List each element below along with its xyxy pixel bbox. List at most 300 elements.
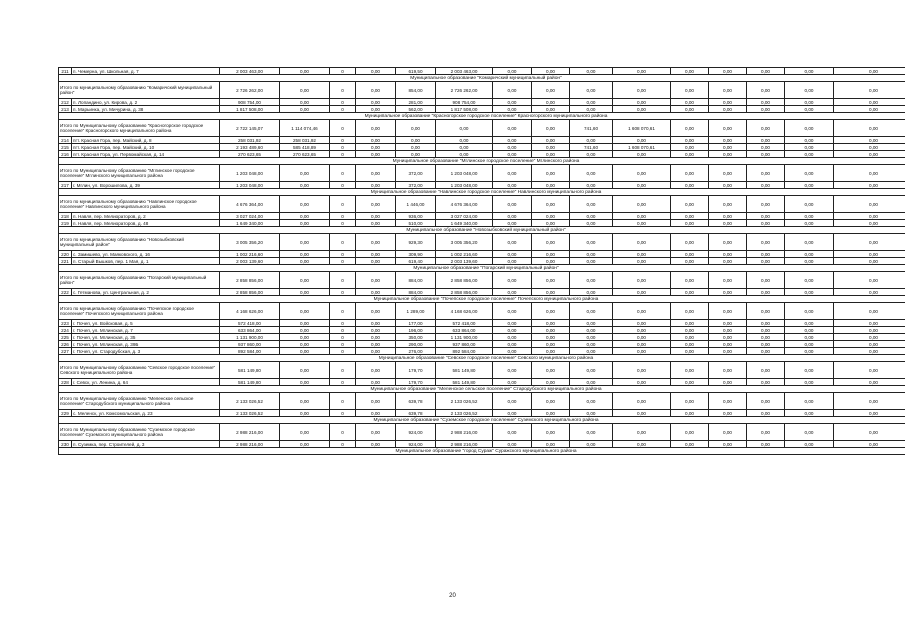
value-cell: 0,00 xyxy=(570,182,613,189)
value-cell: 0,00 xyxy=(709,144,747,151)
value-cell: 0,00 xyxy=(532,137,570,144)
value-cell: 0,00 xyxy=(280,410,330,417)
value-cell: 0,00 xyxy=(671,303,709,320)
table-row xyxy=(59,348,905,355)
value-cell: 0,00 xyxy=(570,410,613,417)
table-row xyxy=(59,441,905,448)
value-cell: 0,00 xyxy=(396,120,436,137)
section-heading-row xyxy=(59,417,905,424)
value-cell: 0,00 xyxy=(709,327,747,334)
value-cell: 0 xyxy=(330,99,356,106)
table-row xyxy=(59,137,905,144)
value-cell: 0,00 xyxy=(532,424,570,441)
value-cell: 0,00 xyxy=(570,220,613,227)
value-cell: 0,00 xyxy=(532,362,570,379)
value-cell: 2 722 145,07 xyxy=(220,120,280,137)
value-cell: 0,00 xyxy=(834,410,905,417)
value-cell: 2 003 463,00 xyxy=(220,68,280,75)
value-cell: 0,00 xyxy=(493,334,532,341)
value-cell: 0,00 xyxy=(834,144,905,151)
value-cell: 2 858 856,00 xyxy=(220,272,280,289)
value-cell: 854,00 xyxy=(396,82,436,99)
value-cell: 0,00 xyxy=(280,362,330,379)
table-row xyxy=(59,334,905,341)
value-cell: 0,00 xyxy=(747,410,785,417)
value-cell: 2 988 216,00 xyxy=(220,441,280,448)
address-cell: г. Почеп, ул. Войсковая, д. 5 xyxy=(72,320,220,327)
value-cell: 0 xyxy=(330,289,356,296)
section-heading: Муниципальное образование "Мглинское городское поселение" Мглинского района xyxy=(59,158,905,165)
value-cell: 0,00 xyxy=(570,82,613,99)
value-cell: 0,00 xyxy=(709,272,747,289)
value-cell: 1 203 048,00 xyxy=(436,165,493,182)
subtotal-row xyxy=(59,272,905,289)
value-cell: 0,00 xyxy=(747,137,785,144)
value-cell: 0,00 xyxy=(493,379,532,386)
value-cell: 0,00 xyxy=(356,410,396,417)
section-heading: Муниципальное образование "Севское городское поселение" Севского муниципального района xyxy=(59,355,905,362)
value-cell: 0,00 xyxy=(532,341,570,348)
row-number: 223 xyxy=(59,320,72,327)
value-cell: 1 002 216,60 xyxy=(220,251,280,258)
value-cell: 0,00 xyxy=(613,137,671,144)
value-cell: 1 817 508,00 xyxy=(220,106,280,113)
value-cell: 0,00 xyxy=(709,303,747,320)
value-cell: 0,00 xyxy=(834,320,905,327)
value-cell: 0,00 xyxy=(613,393,671,410)
table-row xyxy=(59,106,905,113)
value-cell: 0,00 xyxy=(834,441,905,448)
section-heading-row xyxy=(59,113,905,120)
address-cell: п. Навля, пер. Мелиораторов, д. 48 xyxy=(72,220,220,227)
value-cell: 0,00 xyxy=(834,393,905,410)
value-cell: 0,00 xyxy=(493,362,532,379)
value-cell: 2 988 216,00 xyxy=(436,424,493,441)
value-cell: 0,00 xyxy=(747,82,785,99)
value-cell: 0 xyxy=(330,137,356,144)
value-cell: 2 133 026,52 xyxy=(436,410,493,417)
row-number: 222 xyxy=(59,289,72,296)
value-cell: 0,00 xyxy=(709,234,747,251)
value-cell: 0,00 xyxy=(747,334,785,341)
value-cell: 0,00 xyxy=(785,334,834,341)
value-cell: 0,00 xyxy=(747,220,785,227)
value-cell: 0 xyxy=(330,334,356,341)
value-cell: 924,00 xyxy=(396,441,436,448)
value-cell: 0,00 xyxy=(532,99,570,106)
value-cell: 0,00 xyxy=(493,251,532,258)
value-cell: 0,00 xyxy=(747,99,785,106)
value-cell: 0,00 xyxy=(613,320,671,327)
value-cell: 0,00 xyxy=(709,106,747,113)
value-cell: 0,00 xyxy=(436,151,493,158)
value-cell: 908 754,00 xyxy=(220,99,280,106)
value-cell: 0,00 xyxy=(709,320,747,327)
value-cell: 0,00 xyxy=(834,362,905,379)
value-cell: 0,00 xyxy=(493,196,532,213)
value-cell: 0,00 xyxy=(785,165,834,182)
value-cell: 0,00 xyxy=(570,196,613,213)
value-cell: 0,00 xyxy=(671,151,709,158)
value-cell: 270 623,65 xyxy=(220,151,280,158)
row-number: 228 xyxy=(59,379,72,386)
value-cell: 0,00 xyxy=(834,341,905,348)
value-cell: 177,00 xyxy=(396,320,436,327)
value-cell: 2 988 216,00 xyxy=(220,424,280,441)
value-cell: 1 131 900,00 xyxy=(220,334,280,341)
value-cell: 0,00 xyxy=(785,182,834,189)
value-cell: 0,00 xyxy=(671,220,709,227)
section-heading: Муниципальное образование "Комаричский муниципальный район" xyxy=(59,75,905,82)
value-cell: 0,00 xyxy=(747,196,785,213)
value-cell: 0,00 xyxy=(785,362,834,379)
section-heading-row xyxy=(59,296,905,303)
value-cell: 0,00 xyxy=(356,234,396,251)
value-cell: 0,00 xyxy=(671,234,709,251)
table-row xyxy=(59,410,905,417)
value-cell: 0,00 xyxy=(709,251,747,258)
value-cell: 0 xyxy=(330,341,356,348)
value-cell: 0,00 xyxy=(570,320,613,327)
value-cell: 0,00 xyxy=(785,320,834,327)
section-heading-row xyxy=(59,189,905,196)
value-cell: 619,50 xyxy=(396,68,436,75)
section-heading: Муниципальное образование "Навлинское городское поселение" Навлинского муниципального района xyxy=(59,189,905,196)
value-cell: 0 xyxy=(330,106,356,113)
value-cell: 2 988 216,00 xyxy=(436,441,493,448)
value-cell: 0,00 xyxy=(834,68,905,75)
value-cell: 619,40 xyxy=(396,258,436,265)
value-cell: 179,70 xyxy=(396,379,436,386)
value-cell: 0,00 xyxy=(709,379,747,386)
value-cell: 0 xyxy=(330,424,356,441)
value-cell: 0,00 xyxy=(570,289,613,296)
value-cell: 2 003 463,00 xyxy=(436,68,493,75)
value-cell: 0,00 xyxy=(570,165,613,182)
value-cell: 1 608 070,61 xyxy=(613,144,671,151)
value-cell: 0 xyxy=(330,348,356,355)
value-cell: 0,00 xyxy=(532,441,570,448)
section-heading-row xyxy=(59,158,905,165)
value-cell: 0,00 xyxy=(532,334,570,341)
value-cell: 0,00 xyxy=(493,120,532,137)
value-cell: 0,00 xyxy=(785,196,834,213)
value-cell: 0,00 xyxy=(747,182,785,189)
value-cell: 0,00 xyxy=(613,99,671,106)
value-cell: 0,00 xyxy=(834,213,905,220)
value-cell: 0,00 xyxy=(834,82,905,99)
value-cell: 0,00 xyxy=(747,151,785,158)
value-cell: 0,00 xyxy=(834,251,905,258)
value-cell: 0,00 xyxy=(356,334,396,341)
value-cell: 0,00 xyxy=(785,82,834,99)
value-cell: 0,00 xyxy=(280,165,330,182)
section-heading-row xyxy=(59,448,905,455)
value-cell: 581 149,80 xyxy=(436,362,493,379)
value-cell: 639,78 xyxy=(396,393,436,410)
value-cell: 0 xyxy=(330,258,356,265)
value-cell: 0,00 xyxy=(532,348,570,355)
value-cell: 0,00 xyxy=(834,327,905,334)
address-cell: с. Меленск, ул. Комсомольская, д. 23 xyxy=(72,410,220,417)
value-cell: 0,00 xyxy=(356,348,396,355)
value-cell: 0,00 xyxy=(532,68,570,75)
value-cell: 0,00 xyxy=(834,258,905,265)
subtotal-row xyxy=(59,234,905,251)
value-cell: 585 418,89 xyxy=(280,144,330,151)
value-cell: 0,00 xyxy=(280,379,330,386)
value-cell: 1 203 048,00 xyxy=(220,165,280,182)
value-cell: 4 168 626,00 xyxy=(220,303,280,320)
address-cell: п. Марьинка, ул. Мичурина, д. 38 xyxy=(72,106,220,113)
value-cell: 633 864,00 xyxy=(436,327,493,334)
value-cell: 0,00 xyxy=(671,272,709,289)
section-heading: Муниципальное образование "Красногорское городское поселение" Красногорского муниципального района xyxy=(59,113,905,120)
value-cell: 581 149,80 xyxy=(436,379,493,386)
value-cell: 0,00 xyxy=(280,213,330,220)
value-cell: 0 xyxy=(330,393,356,410)
value-cell: 1 608 070,61 xyxy=(613,120,671,137)
section-heading-row xyxy=(59,386,905,393)
value-cell: 0,00 xyxy=(356,258,396,265)
value-cell: 0,00 xyxy=(356,182,396,189)
value-cell: 0,00 xyxy=(532,106,570,113)
value-cell: 0 xyxy=(330,410,356,417)
value-cell: 0,00 xyxy=(493,341,532,348)
value-cell: 0,00 xyxy=(613,362,671,379)
value-cell: 0,00 xyxy=(671,327,709,334)
value-cell: 0,00 xyxy=(532,82,570,99)
value-cell: 0,00 xyxy=(436,137,493,144)
section-heading-row xyxy=(59,265,905,272)
value-cell: 0 xyxy=(330,82,356,99)
value-cell: 0,00 xyxy=(671,213,709,220)
value-cell: 0,00 xyxy=(785,220,834,227)
value-cell: 0,00 xyxy=(785,234,834,251)
section-heading-row xyxy=(59,355,905,362)
value-cell: 0,00 xyxy=(613,303,671,320)
value-cell: 0,00 xyxy=(785,68,834,75)
value-cell: 0,00 xyxy=(709,82,747,99)
value-cell: 0,00 xyxy=(613,379,671,386)
value-cell: 0,00 xyxy=(493,220,532,227)
value-cell: 4 168 626,00 xyxy=(436,303,493,320)
row-number: 211 xyxy=(59,68,72,75)
value-cell: 0,00 xyxy=(570,424,613,441)
value-cell: 0,00 xyxy=(613,410,671,417)
value-cell: 0,00 xyxy=(834,220,905,227)
value-cell: 2 003 139,60 xyxy=(436,258,493,265)
value-cell: 0,00 xyxy=(785,272,834,289)
row-number: 215 xyxy=(59,144,72,151)
section-heading: Муниципальное образование "Суземское городское поселение" Суземского муниципального района xyxy=(59,417,905,424)
value-cell: 0,00 xyxy=(785,424,834,441)
value-cell: 0,00 xyxy=(570,99,613,106)
address-cell: г. Почеп, ул. Мглинская, д. 7 xyxy=(72,327,220,334)
value-cell: 0,00 xyxy=(356,379,396,386)
value-cell: 0,00 xyxy=(356,341,396,348)
subtotal-label: Итого по Муниципальному образованию "Меленское сельское поселение" Стародубского муниципального района xyxy=(59,393,220,410)
value-cell: 0,00 xyxy=(532,327,570,334)
table-row xyxy=(59,182,905,189)
value-cell: 0,00 xyxy=(493,68,532,75)
value-cell: 0,00 xyxy=(613,68,671,75)
value-cell: 572 418,00 xyxy=(436,320,493,327)
value-cell: 0,00 xyxy=(356,99,396,106)
value-cell: 0,00 xyxy=(671,379,709,386)
value-cell: 0,00 xyxy=(356,137,396,144)
row-number: 213 xyxy=(59,106,72,113)
value-cell: 0,00 xyxy=(785,441,834,448)
row-number: 212 xyxy=(59,99,72,106)
value-cell: 0,00 xyxy=(280,441,330,448)
value-cell: 0,00 xyxy=(709,258,747,265)
address-cell: г. Почеп, ул. Мглинская, д. 35 xyxy=(72,334,220,341)
value-cell: 258 031,92 xyxy=(220,137,280,144)
row-number: 230 xyxy=(59,441,72,448)
value-cell: 0,00 xyxy=(834,348,905,355)
section-heading: Муниципальное образование "Меленское сельское поселение" Стародубского муниципального района xyxy=(59,386,905,393)
value-cell: 0,00 xyxy=(532,165,570,182)
value-cell: 0,00 xyxy=(709,341,747,348)
value-cell: 562,00 xyxy=(396,106,436,113)
value-cell: 0,00 xyxy=(280,220,330,227)
row-number: 216 xyxy=(59,151,72,158)
value-cell: 0 xyxy=(330,379,356,386)
value-cell: 0,00 xyxy=(436,144,493,151)
value-cell: 2 858 856,00 xyxy=(220,289,280,296)
row-number: 224 xyxy=(59,327,72,334)
value-cell: 0,00 xyxy=(747,234,785,251)
address-cell: г. Почеп, ул. Стародубская, д. 3 xyxy=(72,348,220,355)
value-cell: 0,00 xyxy=(834,303,905,320)
value-cell: 0 xyxy=(330,68,356,75)
value-cell: 2 133 026,52 xyxy=(436,393,493,410)
value-cell: 0,00 xyxy=(785,106,834,113)
value-cell: 0,00 xyxy=(356,393,396,410)
value-cell: 0,00 xyxy=(613,82,671,99)
value-cell: 0,00 xyxy=(280,289,330,296)
subtotal-label: Итого по муниципальному образованию "Почепское городское поселение" Почепского муниципального района xyxy=(59,303,220,320)
subtotal-label: Итого по муниципальному образованию "Навлинское городское поселение" Навлинского муниципального района xyxy=(59,196,220,213)
section-heading: Муниципальное образование "Почепское городское поселение" Почепского муниципального района xyxy=(59,296,905,303)
value-cell: 1 002 216,60 xyxy=(436,251,493,258)
value-cell: 0,00 xyxy=(493,393,532,410)
value-cell: 0,00 xyxy=(613,327,671,334)
value-cell: 0,00 xyxy=(396,144,436,151)
subtotal-row xyxy=(59,196,905,213)
value-cell: 0 xyxy=(330,441,356,448)
value-cell: 0,00 xyxy=(747,68,785,75)
value-cell: 0,00 xyxy=(493,82,532,99)
subtotal-row xyxy=(59,393,905,410)
value-cell: 0,00 xyxy=(671,251,709,258)
value-cell: 0,00 xyxy=(613,196,671,213)
program-table xyxy=(58,67,905,455)
value-cell: 0,00 xyxy=(834,165,905,182)
table-row xyxy=(59,220,905,227)
value-cell: 0,00 xyxy=(785,258,834,265)
subtotal-row xyxy=(59,165,905,182)
value-cell: 884,00 xyxy=(396,289,436,296)
value-cell: 0,00 xyxy=(493,424,532,441)
value-cell: 3 027 024,00 xyxy=(436,213,493,220)
value-cell: 0,00 xyxy=(671,182,709,189)
value-cell: 0,00 xyxy=(747,289,785,296)
subtotal-label: Итого по муниципальному образованию "Комаричский муниципальный район" xyxy=(59,82,220,99)
row-number: 221 xyxy=(59,258,72,265)
value-cell: 0,00 xyxy=(785,144,834,151)
value-cell: 0,00 xyxy=(785,303,834,320)
value-cell: 0,00 xyxy=(532,151,570,158)
value-cell: 0,00 xyxy=(280,68,330,75)
table-row xyxy=(59,144,905,151)
value-cell: 2 858 856,00 xyxy=(436,272,493,289)
value-cell: 0,00 xyxy=(356,327,396,334)
value-cell: 0,00 xyxy=(493,137,532,144)
value-cell: 270 623,65 xyxy=(280,151,330,158)
value-cell: 0,00 xyxy=(493,151,532,158)
table-row xyxy=(59,289,905,296)
value-cell: 258 031,92 xyxy=(280,137,330,144)
value-cell: 0 xyxy=(330,234,356,251)
document-page xyxy=(58,67,878,455)
table-body xyxy=(59,68,905,455)
value-cell: 0,00 xyxy=(709,165,747,182)
value-cell: 0,00 xyxy=(356,120,396,137)
value-cell: 0,00 xyxy=(613,441,671,448)
value-cell: 0,00 xyxy=(834,151,905,158)
value-cell: 936,00 xyxy=(396,213,436,220)
value-cell: 0,00 xyxy=(280,393,330,410)
subtotal-row xyxy=(59,362,905,379)
table-row xyxy=(59,99,905,106)
value-cell: 0,00 xyxy=(709,348,747,355)
value-cell: 908 754,00 xyxy=(436,99,493,106)
value-cell: 0,00 xyxy=(671,106,709,113)
value-cell: 0,00 xyxy=(532,251,570,258)
section-heading: Муниципальное образование "город Сураж" Суражского муниципального района xyxy=(59,448,905,455)
value-cell: 0 xyxy=(330,251,356,258)
value-cell: 2 133 026,52 xyxy=(220,393,280,410)
value-cell: 0,00 xyxy=(613,151,671,158)
value-cell: 0,00 xyxy=(747,424,785,441)
value-cell: 741,60 xyxy=(570,144,613,151)
row-number: 226 xyxy=(59,341,72,348)
value-cell: 4 676 364,00 xyxy=(436,196,493,213)
value-cell: 0,00 xyxy=(356,213,396,220)
value-cell: 0,00 xyxy=(709,410,747,417)
value-cell: 0,00 xyxy=(747,379,785,386)
value-cell: 0,00 xyxy=(671,144,709,151)
table-row xyxy=(59,379,905,386)
value-cell: 0,00 xyxy=(785,120,834,137)
row-number: 220 xyxy=(59,251,72,258)
value-cell: 0,00 xyxy=(785,410,834,417)
value-cell: 0,00 xyxy=(709,182,747,189)
value-cell: 0,00 xyxy=(671,165,709,182)
value-cell: 0,00 xyxy=(709,196,747,213)
value-cell: 0 xyxy=(330,327,356,334)
value-cell: 0,00 xyxy=(747,272,785,289)
address-cell: п. Суземка, пер. Строителей, д. 3 xyxy=(72,441,220,448)
value-cell: 0,00 xyxy=(834,424,905,441)
value-cell: 0,00 xyxy=(671,362,709,379)
value-cell: 0,00 xyxy=(671,348,709,355)
value-cell: 0 xyxy=(330,182,356,189)
table-row xyxy=(59,327,905,334)
value-cell: 1 446,00 xyxy=(396,196,436,213)
